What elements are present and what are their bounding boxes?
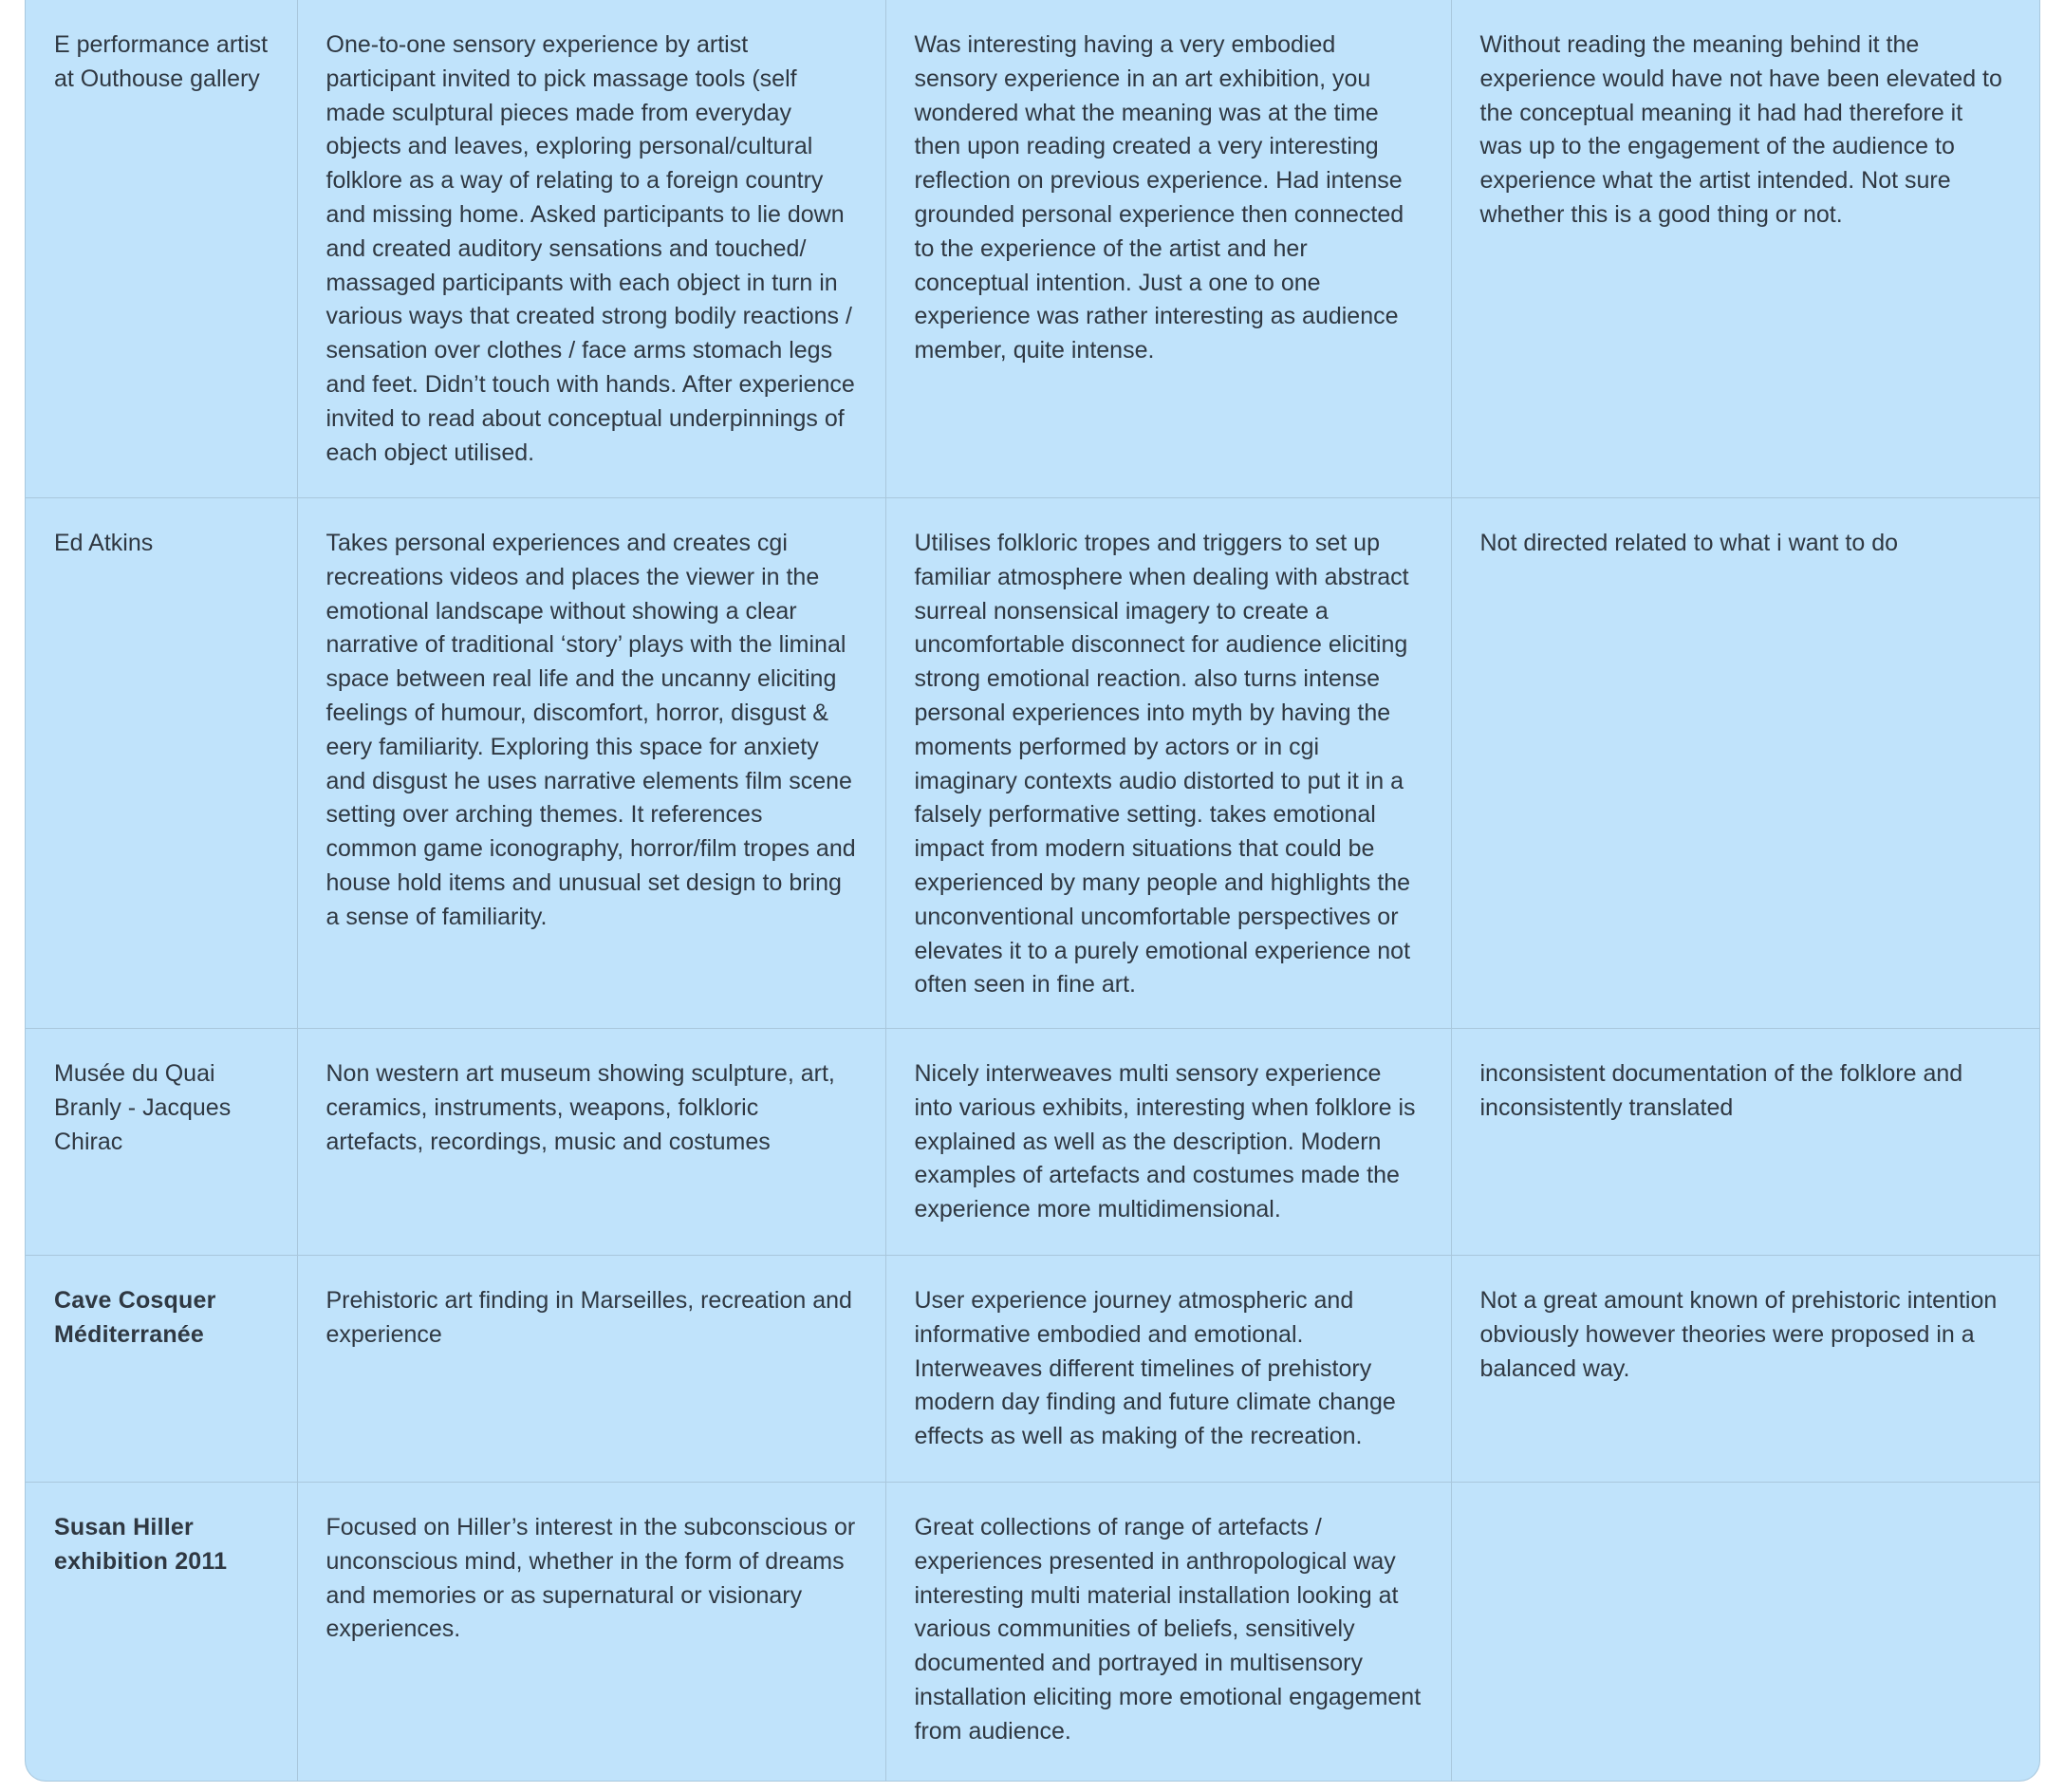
research-table-container	[25, 0, 2040, 1782]
reflection-cell: Great collections of range of artefacts / experiences presented in anthropological way interesting multi material installation looking at various communities of beliefs, sensitively documented and portrayed in multisensory installation eliciting more emotional engagement from audience.	[885, 1483, 1451, 1782]
table-row	[26, 498, 2039, 1029]
description-cell: Focused on Hiller’s interest in the subconscious or unconscious mind, whether in the form of dreams and memories or as supernatural or visionary experiences.	[297, 1483, 885, 1782]
subject-cell: Musée du Quai Branly - Jacques Chirac	[26, 1029, 297, 1256]
description-cell: One-to-one sensory experience by artist participant invited to pick massage tools (self made sculptural pieces made from everyday objects and leaves, exploring personal/cultural folklore as a way of relating to a foreign country and missing home. Asked participants to lie down and created auditory sensations and touched/ massaged participants with each object in turn in various ways that created strong bodily reactions / sensation over clothes / face arms stomach legs and feet. Didn’t touch with hands. After experience invited to read about conceptual underpinnings of each object utilised.	[297, 0, 885, 498]
reflection-cell: Utilises folkloric tropes and triggers to set up familiar atmosphere when dealing with abstract surreal nonsensical imagery to create a uncomfortable disconnect for audience eliciting strong emotional reaction. also turns intense personal experiences into myth by having the moments performed by actors or in cgi imaginary contexts audio distorted to put it in a falsely performative setting. takes emotional impact from modern situations that could be experienced by many people and highlights the unconventional uncomfortable perspectives or elevates it to a purely emotional experience not often seen in fine art.	[885, 498, 1451, 1029]
critique-cell: Not directed related to what i want to do	[1451, 498, 2039, 1029]
table-row	[26, 1483, 2039, 1782]
table-row	[26, 1029, 2039, 1256]
research-table	[26, 0, 2039, 1781]
reflection-cell: Was interesting having a very embodied sensory experience in an art exhibition, you wondered what the meaning was at the time then upon reading created a very interesting reflection on previous experience. Had intense grounded personal experience then connected to the experience of the artist and her conceptual intention. Just a one to one experience was rather interesting as audience member, quite intense.	[885, 0, 1451, 498]
description-cell: Non western art museum showing sculpture, art, ceramics, instruments, weapons, folkloric artefacts, recordings, music and costumes	[297, 1029, 885, 1256]
critique-cell: inconsistent documentation of the folklore and inconsistently translated	[1451, 1029, 2039, 1256]
subject-cell: Ed Atkins	[26, 498, 297, 1029]
description-cell: Takes personal experiences and creates cgi recreations videos and places the viewer in the emotional landscape without showing a clear narrative of traditional ‘story’ plays with the liminal space between real life and the uncanny eliciting feelings of humour, discomfort, horror, disgust & eery familiarity. Exploring this space for anxiety and disgust he uses narrative elements film scene setting over arching themes. It references common game iconography, horror/film tropes and house hold items and unusual set design to bring a sense of familiarity.	[297, 498, 885, 1029]
reflection-cell: Nicely interweaves multi sensory experience into various exhibits, interesting when folklore is explained as well as the description. Modern examples of artefacts and costumes made the experience more multidimensional.	[885, 1029, 1451, 1256]
subject-cell: E performance artist at Outhouse gallery	[26, 0, 297, 498]
subject-cell: Susan Hiller exhibition 2011	[26, 1483, 297, 1782]
critique-cell	[1451, 1483, 2039, 1782]
subject-cell: Cave Cosquer Méditerranée	[26, 1256, 297, 1483]
critique-cell: Without reading the meaning behind it the experience would have not have been elevated to the conceptual meaning it had had therefore it was up to the engagement of the audience to experience what the artist intended. Not sure whether this is a good thing or not.	[1451, 0, 2039, 498]
critique-cell: Not a great amount known of prehistoric intention obviously however theories were proposed in a balanced way.	[1451, 1256, 2039, 1483]
table-row	[26, 1256, 2039, 1483]
description-cell: Prehistoric art finding in Marseilles, recreation and experience	[297, 1256, 885, 1483]
table-row	[26, 0, 2039, 498]
reflection-cell: User experience journey atmospheric and informative embodied and emotional. Interweaves different timelines of prehistory modern day finding and future climate change effects as well as making of the recreation.	[885, 1256, 1451, 1483]
